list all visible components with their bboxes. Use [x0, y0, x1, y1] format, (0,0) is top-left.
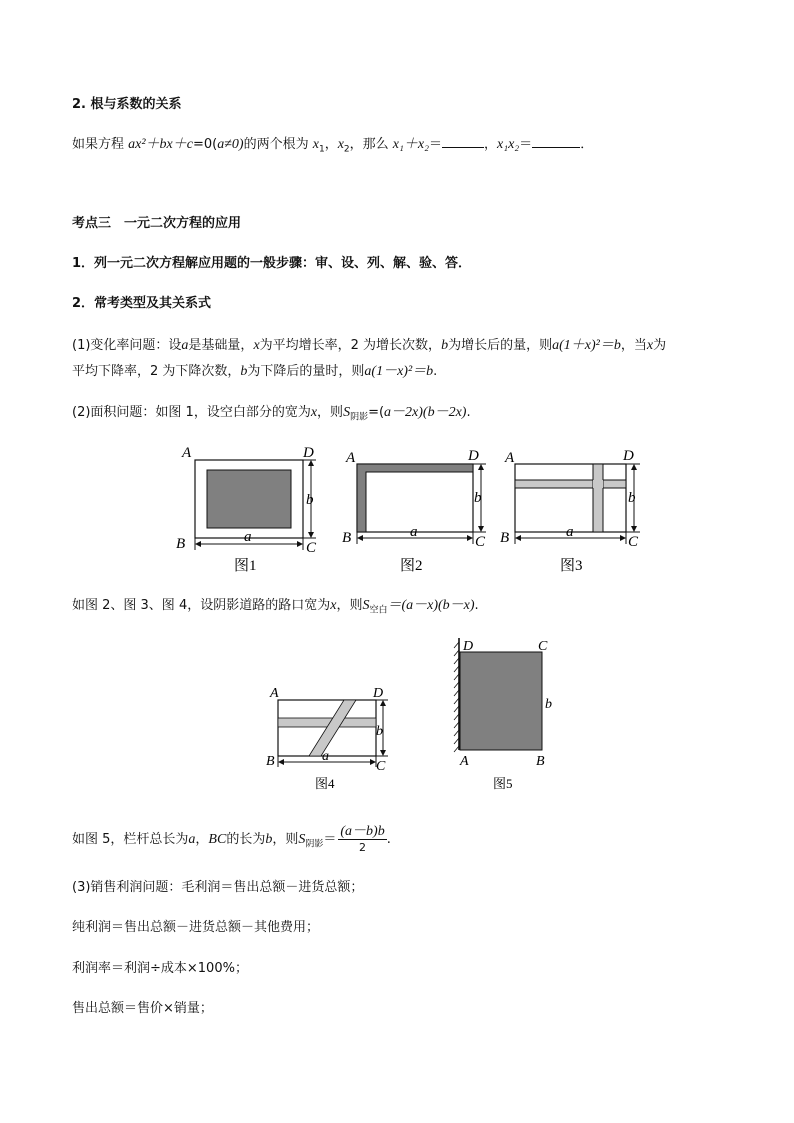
svg-text:D: D: [463, 639, 474, 654]
svg-text:C: C: [475, 534, 486, 550]
fence-problem-line: 如图 5，栏杆总长为a，BC的长为b，则$S_{阴影}=$ $\frac{(a-b)b}{2}$ .: [72, 824, 391, 854]
svg-text:D: D: [373, 686, 384, 701]
rate-problem-line-1: (1)变化率问题：设a是基础量，x为平均增长率，2 为增长次数，b为增长后的量，则a(1＋x)²＝b，当x为: [72, 338, 667, 353]
answer-blank-sum[interactable]: [442, 135, 484, 148]
svg-text:b: b: [376, 724, 383, 739]
svg-text:C: C: [628, 534, 639, 550]
fig1-label-b: b: [306, 492, 314, 508]
profit-line-3: 利润率＝利润÷成本×100%；: [72, 961, 248, 976]
svg-text:C: C: [538, 639, 548, 654]
figure-4: [266, 686, 388, 791]
section-2-title: 2. 根与系数的关系: [72, 97, 182, 112]
fig2-caption: 图2: [400, 558, 423, 574]
svg-text:B: B: [500, 530, 510, 546]
svg-text:A: A: [270, 686, 279, 701]
sum-of-roots: x₁＋x₂: [392, 137, 429, 152]
svg-text:C: C: [376, 759, 386, 774]
profit-line-2: 纯利润＝售出总额－进货总额－其他费用；: [72, 920, 320, 935]
svg-text:a: a: [410, 524, 418, 540]
answer-blank-product[interactable]: [532, 135, 580, 148]
svg-text:b: b: [474, 490, 482, 506]
area-formula: a－2x)(b－2x): [384, 405, 467, 420]
area-problem-line: (2)面积问题：如图 1，设空白部分的宽为x，则$S_{阴影}=(a-2x)(b-2x)$.: [72, 405, 471, 423]
fig1-label-B: B: [176, 536, 186, 552]
growth-formula: a(1＋x)²＝b: [552, 338, 621, 353]
fig3-caption: 图3: [560, 558, 583, 574]
figure-5: [454, 638, 552, 791]
fig1-caption: 图1: [234, 558, 257, 574]
svg-text:A: A: [505, 450, 515, 466]
rate-problem-line-2: 平均下降率，2 为下降次数，b为下降后的量时，则a(1－x)²＝b.: [72, 364, 438, 379]
profit-line-4: 售出总额＝售价×销量；: [72, 1001, 213, 1016]
road-formula: ＝(a－x)(b－x): [387, 598, 475, 613]
figures-1-to-3: [170, 440, 650, 580]
product-of-roots: x₁x₂: [497, 137, 520, 152]
equation-lhs: ax²＋bx＋c: [128, 137, 193, 152]
step-1: 1．列一元二次方程解应用题的一般步骤：审、设、列、解、验、答．: [72, 256, 472, 271]
svg-text:D: D: [468, 448, 479, 464]
svg-text:A: A: [346, 450, 356, 466]
fig1-label-C: C: [306, 540, 317, 556]
svg-text:b: b: [545, 697, 552, 712]
vieta-formula-line: 如果方程 ax²＋bx＋c=0(a≠0)的两个根为 $x_1$，$x_2$，那么 x₁＋x₂＝ ，x₁x₂＝ ．: [72, 137, 594, 155]
svg-text:D: D: [623, 448, 634, 464]
svg-text:B: B: [266, 754, 275, 769]
fig1-label-a: a: [244, 529, 252, 545]
svg-text:a: a: [566, 524, 574, 540]
figures-4-and-5: [260, 630, 580, 800]
svg-text:B: B: [536, 754, 545, 769]
fig4-caption: 图4: [315, 776, 335, 791]
svg-text:b: b: [628, 490, 636, 506]
svg-text:a: a: [322, 749, 329, 764]
fig1-label-D: D: [303, 445, 314, 461]
figure-2: [342, 448, 486, 574]
profit-line-1: (3)销售利润问题：毛利润＝售出总额－进货总额；: [72, 880, 364, 895]
figure-1: [176, 445, 317, 574]
step-2: 2．常考类型及其关系式: [72, 296, 212, 311]
fig5-caption: 图5: [493, 776, 513, 791]
svg-text:A: A: [460, 754, 469, 769]
road-problem-line: 如图 2、图 3、图 4，设阴影道路的路口宽为x，则$S_{空白}=(a-x)(b-x)$.: [72, 598, 479, 616]
decline-formula: a(1－x)²＝b: [364, 364, 434, 379]
svg-text:B: B: [342, 530, 352, 546]
topic-3-title: 考点三 一元二次方程的应用: [72, 216, 242, 231]
fig1-label-A: A: [182, 445, 192, 461]
fence-fraction: $\frac{(a-b)b}{2}$: [340, 824, 385, 854]
figure-3: [500, 448, 640, 574]
